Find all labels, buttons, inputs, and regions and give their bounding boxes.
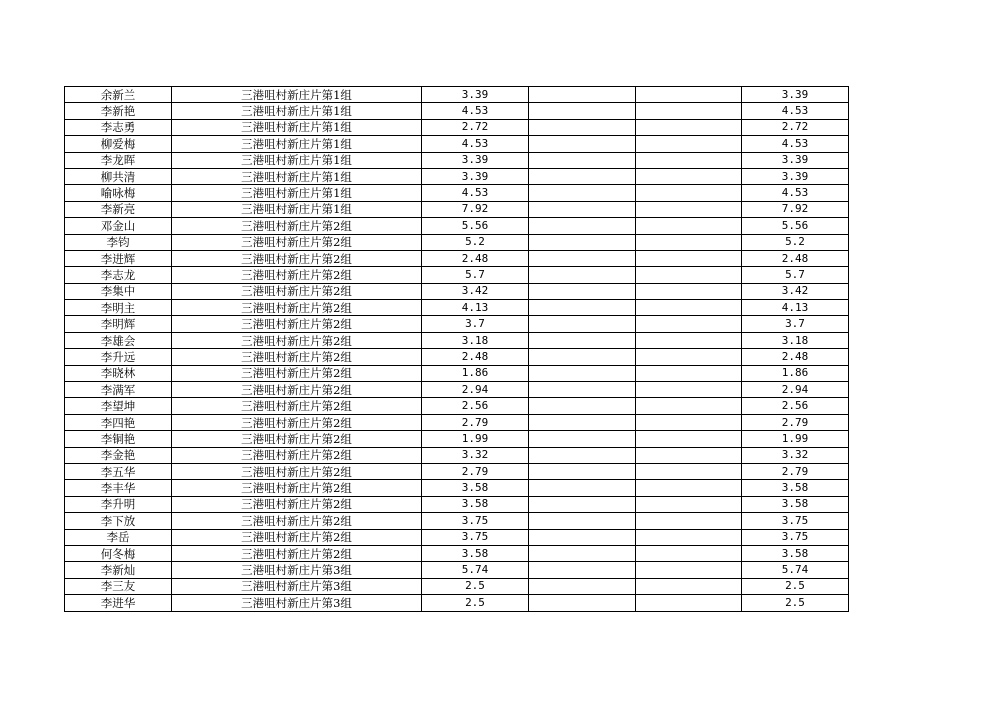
blank-cell-b xyxy=(636,595,742,611)
blank-cell-a xyxy=(529,283,636,299)
group-cell: 三港咀村新庄片第2组 xyxy=(172,332,422,348)
blank-cell-a xyxy=(529,267,636,283)
table-row xyxy=(65,332,849,348)
table-row xyxy=(65,300,849,316)
total-cell: 2.5 xyxy=(742,578,849,594)
area-cell: 3.18 xyxy=(422,332,529,348)
group-cell: 三港咀村新庄片第2组 xyxy=(172,365,422,381)
group-cell: 三港咀村新庄片第2组 xyxy=(172,463,422,479)
group-cell: 三港咀村新庄片第1组 xyxy=(172,201,422,217)
area-cell: 2.79 xyxy=(422,414,529,430)
name-cell: 李丰华 xyxy=(65,480,172,496)
area-cell: 3.75 xyxy=(422,513,529,529)
group-cell: 三港咀村新庄片第1组 xyxy=(172,152,422,168)
table-row xyxy=(65,463,849,479)
table-row xyxy=(65,283,849,299)
area-cell: 3.75 xyxy=(422,529,529,545)
table-row xyxy=(65,529,849,545)
area-cell: 2.5 xyxy=(422,595,529,611)
blank-cell-a xyxy=(529,382,636,398)
table-row xyxy=(65,218,849,234)
name-cell: 李升明 xyxy=(65,496,172,512)
total-cell: 3.75 xyxy=(742,513,849,529)
blank-cell-a xyxy=(529,578,636,594)
table-body xyxy=(65,87,849,612)
blank-cell-a xyxy=(529,365,636,381)
name-cell: 李升远 xyxy=(65,349,172,365)
group-cell: 三港咀村新庄片第2组 xyxy=(172,349,422,365)
area-cell: 3.39 xyxy=(422,168,529,184)
data-table xyxy=(64,86,849,612)
total-cell: 5.56 xyxy=(742,218,849,234)
name-cell: 柳共清 xyxy=(65,168,172,184)
blank-cell-b xyxy=(636,349,742,365)
total-cell: 5.2 xyxy=(742,234,849,250)
name-cell: 柳爱梅 xyxy=(65,136,172,152)
blank-cell-a xyxy=(529,87,636,103)
group-cell: 三港咀村新庄片第2组 xyxy=(172,480,422,496)
name-cell: 李金艳 xyxy=(65,447,172,463)
area-cell: 4.53 xyxy=(422,185,529,201)
table-row xyxy=(65,250,849,266)
area-cell: 2.72 xyxy=(422,119,529,135)
total-cell: 2.79 xyxy=(742,463,849,479)
table-row xyxy=(65,365,849,381)
name-cell: 李四艳 xyxy=(65,414,172,430)
blank-cell-b xyxy=(636,201,742,217)
total-cell: 3.58 xyxy=(742,480,849,496)
blank-cell-b xyxy=(636,529,742,545)
table-row xyxy=(65,316,849,332)
group-cell: 三港咀村新庄片第2组 xyxy=(172,218,422,234)
group-cell: 三港咀村新庄片第2组 xyxy=(172,529,422,545)
total-cell: 4.53 xyxy=(742,103,849,119)
area-cell: 5.56 xyxy=(422,218,529,234)
table-row xyxy=(65,578,849,594)
name-cell: 李新灿 xyxy=(65,562,172,578)
total-cell: 1.86 xyxy=(742,365,849,381)
table-row xyxy=(65,168,849,184)
blank-cell-b xyxy=(636,332,742,348)
blank-cell-b xyxy=(636,168,742,184)
total-cell: 3.18 xyxy=(742,332,849,348)
table-row xyxy=(65,267,849,283)
blank-cell-a xyxy=(529,119,636,135)
group-cell: 三港咀村新庄片第2组 xyxy=(172,447,422,463)
group-cell: 三港咀村新庄片第3组 xyxy=(172,562,422,578)
area-cell: 3.58 xyxy=(422,480,529,496)
total-cell: 2.79 xyxy=(742,414,849,430)
area-cell: 3.42 xyxy=(422,283,529,299)
group-cell: 三港咀村新庄片第2组 xyxy=(172,513,422,529)
total-cell: 2.48 xyxy=(742,250,849,266)
name-cell: 李集中 xyxy=(65,283,172,299)
total-cell: 4.53 xyxy=(742,185,849,201)
blank-cell-a xyxy=(529,300,636,316)
blank-cell-a xyxy=(529,218,636,234)
total-cell: 2.94 xyxy=(742,382,849,398)
blank-cell-b xyxy=(636,414,742,430)
area-cell: 2.79 xyxy=(422,463,529,479)
total-cell: 2.48 xyxy=(742,349,849,365)
blank-cell-b xyxy=(636,513,742,529)
total-cell: 3.42 xyxy=(742,283,849,299)
group-cell: 三港咀村新庄片第2组 xyxy=(172,496,422,512)
blank-cell-a xyxy=(529,398,636,414)
name-cell: 李志龙 xyxy=(65,267,172,283)
name-cell: 李铜艳 xyxy=(65,431,172,447)
blank-cell-a xyxy=(529,414,636,430)
total-cell: 3.39 xyxy=(742,168,849,184)
total-cell: 1.99 xyxy=(742,431,849,447)
table-row xyxy=(65,349,849,365)
name-cell: 李新亮 xyxy=(65,201,172,217)
total-cell: 2.72 xyxy=(742,119,849,135)
table-row xyxy=(65,185,849,201)
table-row xyxy=(65,87,849,103)
blank-cell-a xyxy=(529,250,636,266)
group-cell: 三港咀村新庄片第2组 xyxy=(172,382,422,398)
blank-cell-b xyxy=(636,300,742,316)
group-cell: 三港咀村新庄片第2组 xyxy=(172,250,422,266)
area-cell: 4.53 xyxy=(422,136,529,152)
blank-cell-a xyxy=(529,234,636,250)
table-row xyxy=(65,103,849,119)
blank-cell-a xyxy=(529,168,636,184)
name-cell: 余新兰 xyxy=(65,87,172,103)
blank-cell-b xyxy=(636,103,742,119)
area-cell: 5.7 xyxy=(422,267,529,283)
area-cell: 1.99 xyxy=(422,431,529,447)
area-cell: 4.13 xyxy=(422,300,529,316)
table-row xyxy=(65,234,849,250)
name-cell: 李进华 xyxy=(65,595,172,611)
area-cell: 4.53 xyxy=(422,103,529,119)
group-cell: 三港咀村新庄片第2组 xyxy=(172,267,422,283)
name-cell: 喻咏梅 xyxy=(65,185,172,201)
blank-cell-b xyxy=(636,365,742,381)
total-cell: 4.53 xyxy=(742,136,849,152)
name-cell: 李钧 xyxy=(65,234,172,250)
blank-cell-b xyxy=(636,152,742,168)
blank-cell-a xyxy=(529,201,636,217)
area-cell: 3.39 xyxy=(422,87,529,103)
blank-cell-a xyxy=(529,136,636,152)
blank-cell-a xyxy=(529,595,636,611)
blank-cell-a xyxy=(529,513,636,529)
blank-cell-a xyxy=(529,545,636,561)
table-row xyxy=(65,119,849,135)
total-cell: 3.58 xyxy=(742,545,849,561)
total-cell: 3.39 xyxy=(742,152,849,168)
group-cell: 三港咀村新庄片第1组 xyxy=(172,119,422,135)
name-cell: 李志勇 xyxy=(65,119,172,135)
blank-cell-a xyxy=(529,152,636,168)
name-cell: 李五华 xyxy=(65,463,172,479)
group-cell: 三港咀村新庄片第1组 xyxy=(172,168,422,184)
table-row xyxy=(65,562,849,578)
blank-cell-a xyxy=(529,529,636,545)
area-cell: 3.58 xyxy=(422,496,529,512)
group-cell: 三港咀村新庄片第2组 xyxy=(172,398,422,414)
group-cell: 三港咀村新庄片第2组 xyxy=(172,431,422,447)
name-cell: 李望坤 xyxy=(65,398,172,414)
name-cell: 何冬梅 xyxy=(65,545,172,561)
blank-cell-b xyxy=(636,463,742,479)
table-row xyxy=(65,496,849,512)
table-row xyxy=(65,447,849,463)
blank-cell-a xyxy=(529,332,636,348)
blank-cell-b xyxy=(636,382,742,398)
area-cell: 1.86 xyxy=(422,365,529,381)
blank-cell-a xyxy=(529,185,636,201)
group-cell: 三港咀村新庄片第2组 xyxy=(172,545,422,561)
name-cell: 李明辉 xyxy=(65,316,172,332)
name-cell: 邓金山 xyxy=(65,218,172,234)
total-cell: 5.74 xyxy=(742,562,849,578)
table-row xyxy=(65,545,849,561)
blank-cell-b xyxy=(636,283,742,299)
blank-cell-b xyxy=(636,87,742,103)
blank-cell-b xyxy=(636,316,742,332)
blank-cell-a xyxy=(529,496,636,512)
blank-cell-b xyxy=(636,136,742,152)
group-cell: 三港咀村新庄片第3组 xyxy=(172,578,422,594)
total-cell: 3.7 xyxy=(742,316,849,332)
total-cell: 3.58 xyxy=(742,496,849,512)
blank-cell-a xyxy=(529,480,636,496)
total-cell: 3.32 xyxy=(742,447,849,463)
table-row xyxy=(65,513,849,529)
blank-cell-b xyxy=(636,267,742,283)
blank-cell-a xyxy=(529,431,636,447)
area-cell: 2.5 xyxy=(422,578,529,594)
table-row xyxy=(65,595,849,611)
area-cell: 5.74 xyxy=(422,562,529,578)
table-row xyxy=(65,431,849,447)
group-cell: 三港咀村新庄片第1组 xyxy=(172,185,422,201)
group-cell: 三港咀村新庄片第2组 xyxy=(172,300,422,316)
total-cell: 2.5 xyxy=(742,595,849,611)
total-cell: 4.13 xyxy=(742,300,849,316)
table-row xyxy=(65,382,849,398)
name-cell: 李雄会 xyxy=(65,332,172,348)
table-row xyxy=(65,480,849,496)
blank-cell-b xyxy=(636,480,742,496)
blank-cell-b xyxy=(636,562,742,578)
blank-cell-a xyxy=(529,463,636,479)
blank-cell-b xyxy=(636,545,742,561)
total-cell: 5.7 xyxy=(742,267,849,283)
table-row xyxy=(65,136,849,152)
name-cell: 李进辉 xyxy=(65,250,172,266)
area-cell: 3.58 xyxy=(422,545,529,561)
name-cell: 李新艳 xyxy=(65,103,172,119)
group-cell: 三港咀村新庄片第2组 xyxy=(172,234,422,250)
blank-cell-a xyxy=(529,562,636,578)
blank-cell-a xyxy=(529,103,636,119)
area-cell: 5.2 xyxy=(422,234,529,250)
table-row xyxy=(65,414,849,430)
blank-cell-a xyxy=(529,316,636,332)
area-cell: 3.7 xyxy=(422,316,529,332)
group-cell: 三港咀村新庄片第1组 xyxy=(172,103,422,119)
area-cell: 2.94 xyxy=(422,382,529,398)
blank-cell-b xyxy=(636,119,742,135)
table-row xyxy=(65,152,849,168)
group-cell: 三港咀村新庄片第2组 xyxy=(172,414,422,430)
table-row xyxy=(65,398,849,414)
blank-cell-b xyxy=(636,447,742,463)
blank-cell-b xyxy=(636,398,742,414)
name-cell: 李晓林 xyxy=(65,365,172,381)
area-cell: 2.56 xyxy=(422,398,529,414)
blank-cell-b xyxy=(636,496,742,512)
total-cell: 7.92 xyxy=(742,201,849,217)
area-cell: 7.92 xyxy=(422,201,529,217)
name-cell: 李明主 xyxy=(65,300,172,316)
blank-cell-b xyxy=(636,234,742,250)
group-cell: 三港咀村新庄片第1组 xyxy=(172,87,422,103)
name-cell: 李龙晖 xyxy=(65,152,172,168)
area-cell: 3.32 xyxy=(422,447,529,463)
table-row xyxy=(65,201,849,217)
group-cell: 三港咀村新庄片第3组 xyxy=(172,595,422,611)
total-cell: 3.75 xyxy=(742,529,849,545)
blank-cell-b xyxy=(636,185,742,201)
blank-cell-b xyxy=(636,578,742,594)
group-cell: 三港咀村新庄片第2组 xyxy=(172,283,422,299)
blank-cell-b xyxy=(636,218,742,234)
area-cell: 2.48 xyxy=(422,250,529,266)
area-cell: 3.39 xyxy=(422,152,529,168)
name-cell: 李下放 xyxy=(65,513,172,529)
blank-cell-b xyxy=(636,250,742,266)
total-cell: 3.39 xyxy=(742,87,849,103)
group-cell: 三港咀村新庄片第1组 xyxy=(172,136,422,152)
name-cell: 李岳 xyxy=(65,529,172,545)
total-cell: 2.56 xyxy=(742,398,849,414)
name-cell: 李三友 xyxy=(65,578,172,594)
group-cell: 三港咀村新庄片第2组 xyxy=(172,316,422,332)
blank-cell-a xyxy=(529,447,636,463)
area-cell: 2.48 xyxy=(422,349,529,365)
blank-cell-b xyxy=(636,431,742,447)
blank-cell-a xyxy=(529,349,636,365)
name-cell: 李满军 xyxy=(65,382,172,398)
